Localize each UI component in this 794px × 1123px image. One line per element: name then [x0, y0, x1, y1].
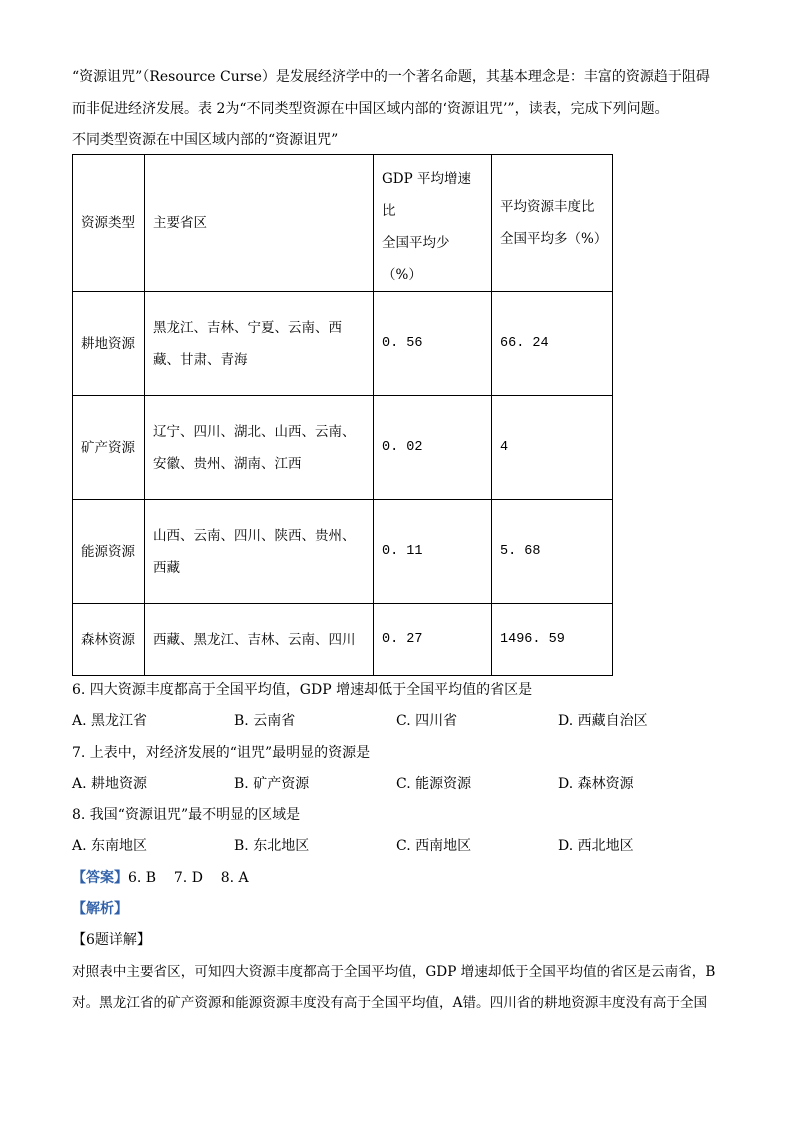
answer-label: 【答案】 [72, 870, 128, 886]
header-gdp-line-3: （%） [382, 267, 422, 283]
question-8-stem: 8. 我国“资源诅咒”最不明显的区域是 [72, 807, 301, 823]
q7-option-b: B. 矿产资源 [234, 776, 310, 792]
cell-resource-type: 矿产资源 [73, 396, 145, 500]
cell-gdp: 0. 11 [374, 500, 492, 604]
header-abund-line-2: 全国平均多（%） [500, 231, 608, 247]
q7-option-a: A. 耕地资源 [72, 776, 148, 792]
intro-line-2: 而非促进经济发展。表 2为“不同类型资源在中国区域内部的‘资源诅咒’”，读表，完成下列问题。 [72, 101, 669, 117]
cell-gdp: 0. 27 [374, 604, 492, 676]
header-abund-line-1: 平均资源丰度比 [500, 199, 595, 215]
header-gdp-line-1: GDP 平均增速比 [382, 171, 471, 219]
table-row [73, 604, 613, 676]
header-main-provinces: 主要省区 [145, 155, 374, 292]
cell-resource-type: 森林资源 [73, 604, 145, 676]
question-7-stem: 7. 上表中，对经济发展的“诅咒”最明显的资源是 [72, 745, 371, 761]
cell-abundance: 66. 24 [492, 292, 613, 396]
table-row [73, 500, 613, 604]
q6-option-c: C. 四川省 [396, 713, 458, 729]
cell-provinces: 西藏、黑龙江、吉林、云南、四川 [145, 604, 374, 676]
intro-line-1: “资源诅咒”（Resource Curse）是发展经济学中的一个著名命题，其基本理念是：丰富的资源趋于阻碍 [72, 69, 710, 85]
header-resource-abundance [492, 155, 613, 292]
cell-resource-type: 能源资源 [73, 500, 145, 604]
question-6-stem: 6. 四大资源丰度都高于全国平均值，GDP 增速却低于全国平均值的省区是 [72, 682, 533, 698]
header-resource-type: 资源类型 [73, 155, 145, 292]
q8-option-b: B. 东北地区 [234, 838, 310, 854]
cell-gdp: 0. 56 [374, 292, 492, 396]
analysis-label: 【解析】 [72, 901, 128, 917]
provinces-line-1: 黑龙江、吉林、宁夏、云南、西 [153, 319, 342, 336]
table-row [73, 396, 613, 500]
q8-option-d: D. 西北地区 [558, 838, 634, 854]
q6-option-b: B. 云南省 [234, 713, 296, 729]
provinces-line-2: 安徽、贵州、湖南、江西 [153, 455, 302, 472]
provinces-line-1: 辽宁、四川、湖北、山西、云南、 [153, 423, 356, 440]
cell-abundance: 4 [492, 396, 613, 500]
cell-provinces [145, 500, 374, 604]
header-gdp-line-2: 全国平均少 [382, 235, 450, 251]
q8-option-a: A. 东南地区 [72, 838, 148, 854]
analysis-line-1: 对照表中主要省区，可知四大资源丰度都高于全国平均值，GDP 增速却低于全国平均值的省区是云南省，B [72, 964, 716, 980]
cell-resource-type: 耕地资源 [73, 292, 145, 396]
table-header-row [73, 155, 613, 292]
cell-gdp: 0. 02 [374, 396, 492, 500]
cell-provinces [145, 292, 374, 396]
provinces-line-2: 藏、甘肃、青海 [153, 351, 248, 368]
answer-text: 6. B 7. D 8. A [128, 870, 249, 886]
provinces-line-1: 山西、云南、四川、陕西、贵州、 [153, 527, 356, 544]
q6-option-d: D. 西藏自治区 [558, 713, 648, 729]
cell-abundance: 1496. 59 [492, 604, 613, 676]
q7-option-d: D. 森林资源 [558, 776, 634, 792]
resource-curse-table [72, 154, 613, 676]
header-gdp-growth [374, 155, 492, 292]
table-caption: 不同类型资源在中国区域内部的“资源诅咒” [72, 132, 339, 148]
q7-option-c: C. 能源资源 [396, 776, 472, 792]
detail-title: 【6题详解】 [72, 932, 151, 948]
cell-abundance: 5. 68 [492, 500, 613, 604]
provinces-line-2: 西藏 [153, 559, 180, 576]
q6-option-a: A. 黑龙江省 [72, 713, 148, 729]
analysis-line-2: 对。黑龙江省的矿产资源和能源资源丰度没有高于全国平均值，A错。四川省的耕地资源丰度没有高于全国 [72, 995, 708, 1011]
cell-provinces [145, 396, 374, 500]
answer-line [72, 869, 249, 887]
table-row [73, 292, 613, 396]
q8-option-c: C. 西南地区 [396, 838, 472, 854]
